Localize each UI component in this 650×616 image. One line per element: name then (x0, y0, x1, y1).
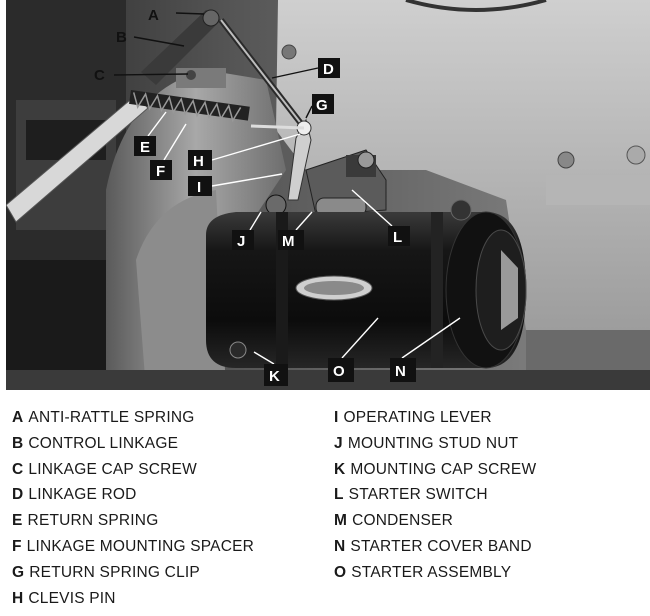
legend-letter: G (12, 563, 25, 581)
legend-item-i (334, 405, 536, 431)
legend-letter: B (12, 434, 24, 452)
legend-item-a (12, 405, 254, 431)
callout-k (264, 364, 288, 386)
svg-text:K: K (269, 368, 280, 385)
legend-letter: M (334, 512, 348, 530)
legend-item-h (12, 586, 254, 612)
callout-i (188, 176, 212, 196)
legend-letter: H (12, 589, 24, 607)
callout-l (388, 226, 410, 246)
legend-item-e (12, 508, 254, 534)
legend-item-b (12, 431, 254, 457)
svg-text:D: D (323, 61, 334, 78)
svg-text:G: G (316, 97, 328, 114)
legend-text: LINKAGE CAP SCREW (28, 460, 197, 478)
callout-n (390, 358, 416, 382)
starter-photo (6, 0, 650, 390)
legend-text: RETURN SPRING CLIP (29, 563, 200, 581)
legend-letter: A (12, 409, 24, 426)
svg-text:C: C (94, 67, 105, 84)
legend-letter: E (12, 512, 23, 530)
svg-text:N: N (395, 363, 406, 380)
legend-item-j (334, 431, 536, 457)
legend-text: LINKAGE MOUNTING SPACER (26, 537, 255, 555)
svg-text:I: I (197, 179, 202, 196)
callout-m (278, 230, 304, 250)
callout-j (232, 230, 254, 250)
legend-letter: N (334, 537, 346, 555)
legend-letter: L (334, 486, 344, 504)
legend-item-f (12, 534, 254, 560)
parts-legend (0, 405, 650, 616)
legend-item-k (334, 457, 536, 483)
legend-text: MOUNTING CAP SCREW (350, 460, 537, 478)
svg-text:F: F (156, 163, 166, 180)
legend-letter: K (334, 460, 346, 478)
legend-text: CONTROL LINKAGE (28, 434, 179, 452)
callout-d (318, 58, 340, 78)
legend-text: OPERATING LEVER (343, 409, 492, 426)
legend-column-right (334, 405, 536, 586)
legend-letter: F (12, 537, 22, 555)
legend-item-d (12, 482, 254, 508)
legend-text: STARTER ASSEMBLY (351, 563, 512, 581)
svg-text:B: B (116, 29, 127, 46)
svg-text:M: M (282, 233, 295, 250)
legend-letter: C (12, 460, 24, 478)
svg-text:L: L (393, 229, 403, 246)
legend-item-m (334, 508, 536, 534)
legend-text: STARTER COVER BAND (350, 537, 532, 555)
legend-text: STARTER SWITCH (348, 486, 488, 504)
legend-item-l (334, 482, 536, 508)
legend-letter: I (334, 409, 339, 426)
svg-text:J: J (237, 233, 246, 250)
legend-item-n (334, 534, 536, 560)
legend-text: MOUNTING STUD NUT (347, 434, 519, 452)
svg-text:E: E (140, 139, 151, 156)
callout-c (94, 67, 105, 84)
legend-text: ANTI-RATTLE SPRING (28, 409, 195, 426)
svg-text:H: H (193, 153, 204, 170)
callout-h (188, 150, 212, 170)
legend-text: LINKAGE ROD (28, 486, 137, 504)
callout-b (116, 29, 127, 46)
legend-letter: O (334, 563, 347, 581)
starter-motor (206, 200, 526, 368)
callout-a (148, 7, 159, 24)
callout-e (134, 136, 156, 156)
legend-letter: D (12, 486, 24, 504)
svg-text:O: O (333, 363, 345, 380)
legend-item-c (12, 457, 254, 483)
legend-item-o (334, 560, 536, 586)
legend-text: CLEVIS PIN (28, 589, 116, 607)
legend-item-g (12, 560, 254, 586)
callout-g (312, 94, 334, 114)
legend-text: CONDENSER (352, 512, 453, 530)
svg-text:A: A (148, 7, 159, 24)
legend-text: RETURN SPRING (27, 512, 159, 530)
callout-o (328, 358, 354, 382)
legend-letter: J (334, 434, 343, 452)
legend-column-left (12, 405, 254, 611)
callout-f (150, 160, 172, 180)
